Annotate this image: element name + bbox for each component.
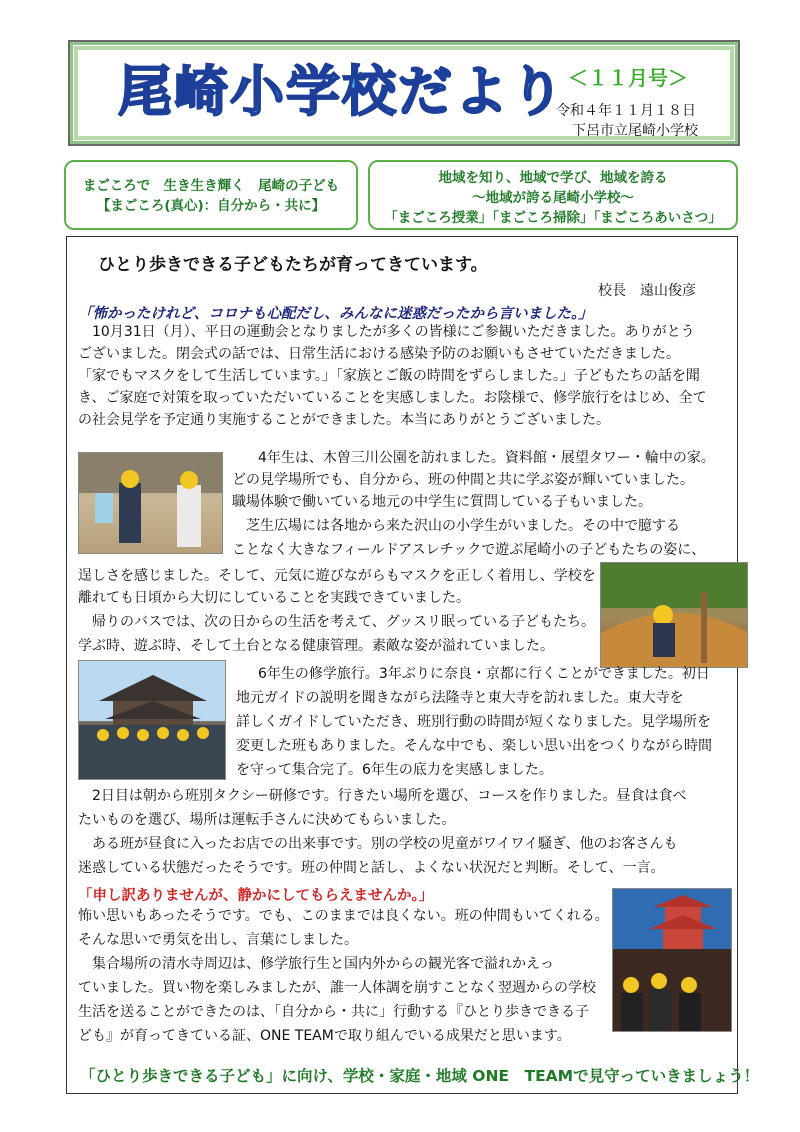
paragraph-line: 「家でもマスクをして生活しています。」「家族とご飯の時間をずらしました。」子どもたちの話を聞: [78, 368, 700, 384]
paragraph-line: 怖い思いもあったそうです。でも、このままでは良くない。班の仲間もいてくれる。: [78, 908, 609, 924]
article-headline: ひとり歩きできる子どもたちが育ってきています。: [98, 255, 488, 275]
paragraph-line: そんな思いで勇気を出し、言葉にしました。: [78, 932, 358, 948]
paragraph-line: 詳しくガイドしていただき、班別行動の時間が短くなりました。見学場所を: [236, 714, 712, 730]
paragraph-line: ていました。買い物を楽しみましたが、誰一人体調を崩すことなく翌週からの学校: [78, 980, 596, 996]
footer-slogan: 「ひとり歩きできる子ども」に向け、学校・家庭・地域 ONE TEAMで見守っていきましょう！: [80, 1067, 760, 1085]
paragraph-line: 離れても日頃から大切にしていることを実践できていました。: [78, 590, 470, 606]
paragraph-line: 芝生広場には各地から来た沢山の小学生がいました。その中で臆する: [232, 518, 680, 534]
school-name: 下呂市立尾崎小学校: [572, 123, 698, 139]
goal-line: ～地域が誇る尾崎小学校～: [472, 190, 634, 206]
paragraph-line: ございました。閉会式の話では、日常生活における感染予防のお願いもさせていただきました。: [78, 346, 680, 362]
paragraph-line: ことなく大きなフィールドアスレチックで遊ぶ尾崎小の子どもたちの姿に、: [232, 542, 706, 558]
paragraph-line: 逞しさを感じました。そして、元気に遊びながらもマスクを正しく着用し、学校を: [78, 568, 596, 584]
goal-line: 地域を知り、地域で学び、地域を誇る: [438, 170, 668, 186]
paragraph-line: ある班が昼食に入ったお店での出来事です。別の学校の児童がワイワイ騒ぎ、他のお客さんも: [78, 836, 678, 852]
photo-kiso-park-museum-drawing: [79, 453, 223, 554]
paragraph-line: 変更した班もありました。そんな中でも、楽しい思い出をつくりながら時間: [236, 738, 712, 754]
article-author: 校長 遠山俊彦: [598, 283, 696, 299]
photo-kiyomizu-temple: [612, 888, 732, 1032]
paragraph-line: どの見学場所でも、自分から、班の仲間と共に学ぶ姿が輝いていました。: [232, 472, 694, 488]
paragraph-line: 地元ガイドの説明を聞きながら法隆寺と東大寺を訪れました。東大寺を: [236, 690, 684, 706]
photo-kiyomizu-temple-drawing: [613, 889, 732, 1032]
paragraph-line: の社会見学を予定通り実施することができました。本当にありがとうございました。: [78, 412, 610, 428]
paragraph-line: き、ご家庭で対策を取っていただいていることを実感しました。お陰様で、修学旅行をはじめ、全て: [78, 390, 707, 406]
community-goal-box: [368, 160, 738, 230]
newsletter-title: 尾崎小学校だより: [118, 60, 566, 123]
issue-date: 令和４年１１月１８日: [556, 103, 696, 119]
paragraph-line: 2日目は朝から班別タクシー研修です。行きたい場所を選び、コースを作りました。昼食は食べ: [78, 788, 687, 804]
photo-kiso-park-museum: [78, 452, 223, 554]
student-quote-red: 「申し訳ありませんが、静かにしてもらえませんか。」: [78, 888, 434, 904]
paragraph-line: 10月31日（月）、平日の運動会となりましたが多くの皆様にご参観いただきました。ありがとう: [78, 324, 695, 340]
goal-line: 「まごころ授業」「まごころ掃除」「まごころあいさつ」: [384, 210, 722, 226]
paragraph-line: 学ぶ時、遊ぶ時、そして土台となる健康管理。素敵な姿が溢れていました。: [78, 638, 554, 654]
photo-field-athletic-drawing: [601, 563, 748, 668]
photo-horyuji-group-drawing: [79, 661, 226, 780]
paragraph-line: たいものを選び、場所は運転手さんに決めてもらいました。: [78, 812, 456, 828]
paragraph-line: 生活を送ることができたのは、「自分から・共に」行動する『ひとり歩きできる子: [78, 1004, 589, 1020]
paragraph-line: 4年生は、木曽三川公園を訪れました。資料館・展望タワー・輪中の家。: [258, 450, 715, 466]
photo-horyuji-group: [78, 660, 226, 780]
paragraph-line: 6年生の修学旅行。3年ぶりに奈良・京都に行くことができました。初日: [258, 666, 710, 682]
paragraph-line: ども』が育ってきている証、ONE TEAMで取り組んでいる成果だと思います。: [78, 1028, 571, 1044]
motto-line: まごころで 生き生き輝く 尾崎の子ども: [82, 178, 340, 194]
paragraph-line: 迷惑している状態だったそうです。班の仲間と話し、よくない状況だと判断。そして、一言。: [78, 860, 665, 876]
paragraph-line: を守って集合完了。6年生の底力を実感しました。: [236, 762, 553, 778]
paragraph-line: 職場体験で働いている地元の中学生に質問している子もいました。: [232, 494, 652, 510]
school-motto-box: [64, 160, 358, 230]
student-quote: 「怖かったけれど、コロナも心配だし、みんなに迷惑だったから言いました。」: [78, 306, 593, 322]
paragraph-line: 帰りのバスでは、次の日からの生活を考えて、グッスリ眠っている子どもたち。: [78, 614, 596, 630]
photo-field-athletic: [600, 562, 748, 668]
paragraph-line: 集合場所の清水寺周辺は、修学旅行生と国内外からの観光客で溢れかえっ: [78, 956, 554, 972]
issue-label: ＜１１月号＞: [568, 66, 688, 90]
motto-line: 【まごころ(真心)：自分から・共に】: [96, 198, 326, 214]
